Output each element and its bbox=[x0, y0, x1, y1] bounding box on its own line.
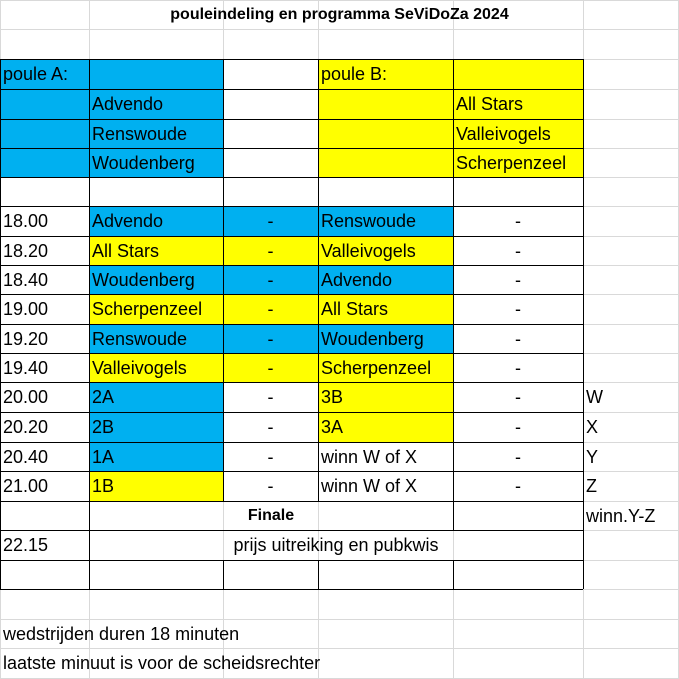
gridline bbox=[0, 29, 679, 30]
finale-code[interactable]: winn.Y-Z bbox=[586, 505, 656, 526]
cell-border bbox=[89, 501, 90, 530]
match-code[interactable]: Z bbox=[586, 476, 597, 496]
match-time[interactable]: 20.20 bbox=[3, 417, 49, 437]
match-time[interactable]: 20.00 bbox=[3, 387, 49, 407]
cell-border bbox=[0, 89, 583, 90]
poule-a-marker[interactable] bbox=[0, 89, 89, 119]
cell-border bbox=[0, 353, 583, 354]
poule-a-header-fill[interactable] bbox=[89, 59, 223, 89]
match-score[interactable]: - bbox=[515, 387, 521, 407]
match-home-team[interactable]: 1A bbox=[89, 442, 223, 471]
page-title[interactable]: pouleindeling en programma SeViDoZa 2024 bbox=[170, 5, 509, 23]
match-score[interactable]: - bbox=[515, 211, 521, 231]
match-home-team[interactable]: Woudenberg bbox=[89, 265, 223, 294]
cell-border bbox=[89, 530, 90, 560]
match-score[interactable]: - bbox=[515, 299, 521, 319]
match-home-team[interactable]: Scherpenzeel bbox=[89, 294, 223, 324]
match-time[interactable]: 18.00 bbox=[3, 211, 49, 231]
match-time[interactable]: 18.20 bbox=[3, 240, 49, 261]
ceremony-text[interactable]: prijs uitreiking en pubkwis bbox=[233, 535, 439, 555]
match-away-team[interactable]: Woudenberg bbox=[318, 324, 453, 353]
match-away-team[interactable]: winn W of X bbox=[321, 446, 418, 467]
match-separator[interactable]: - bbox=[267, 446, 274, 467]
match-score[interactable]: - bbox=[515, 269, 521, 290]
match-time[interactable]: 20.40 bbox=[3, 446, 49, 467]
cell-border bbox=[453, 501, 454, 530]
cell-border bbox=[583, 59, 584, 589]
cell-border bbox=[0, 324, 583, 325]
match-away-team[interactable]: 3B bbox=[318, 382, 453, 412]
poule-a-team[interactable]: Renswoude bbox=[89, 119, 223, 148]
finale-label[interactable]: Finale bbox=[247, 506, 295, 524]
poule-b-marker[interactable] bbox=[318, 89, 453, 119]
cell-border bbox=[0, 294, 583, 295]
poule-b-marker[interactable] bbox=[318, 148, 453, 177]
match-separator[interactable]: - bbox=[223, 265, 318, 294]
poule-b-header-fill[interactable] bbox=[453, 59, 583, 89]
match-time[interactable]: 19.20 bbox=[3, 328, 49, 349]
match-separator[interactable]: - bbox=[223, 324, 318, 353]
match-home-team[interactable]: 2A bbox=[89, 382, 223, 412]
match-home-team[interactable]: Valleivogels bbox=[89, 353, 223, 382]
match-separator[interactable]: - bbox=[267, 417, 274, 437]
cell-border bbox=[223, 59, 224, 501]
match-code[interactable]: W bbox=[586, 387, 603, 407]
match-separator[interactable]: - bbox=[267, 387, 274, 407]
cell-border bbox=[223, 560, 224, 589]
cell-border bbox=[0, 236, 583, 237]
cell-border bbox=[318, 59, 319, 501]
match-home-team[interactable]: All Stars bbox=[89, 236, 223, 265]
cell-border bbox=[0, 59, 583, 60]
poule-b-team[interactable]: Valleivogels bbox=[453, 119, 583, 148]
match-time[interactable]: 19.00 bbox=[3, 299, 49, 319]
poule-a-label[interactable]: poule A: bbox=[0, 59, 89, 89]
cell-border bbox=[453, 59, 454, 501]
ceremony-time[interactable]: 22.15 bbox=[3, 535, 49, 555]
cell-border bbox=[0, 148, 583, 149]
match-score[interactable]: - bbox=[515, 417, 521, 437]
cell-border bbox=[0, 382, 583, 383]
cell-border bbox=[0, 265, 583, 266]
poule-b-team[interactable]: Scherpenzeel bbox=[453, 148, 583, 177]
cell-border bbox=[0, 442, 583, 443]
cell-border bbox=[0, 530, 583, 531]
match-time[interactable]: 19.40 bbox=[3, 357, 49, 378]
cell-border bbox=[0, 589, 583, 590]
match-away-team[interactable]: Renswoude bbox=[318, 206, 453, 236]
match-away-team[interactable]: Advendo bbox=[318, 265, 453, 294]
match-score[interactable]: - bbox=[515, 240, 521, 261]
cell-border bbox=[0, 412, 583, 413]
cell-border bbox=[0, 560, 583, 561]
match-time[interactable]: 21.00 bbox=[3, 476, 49, 496]
match-away-team[interactable]: All Stars bbox=[318, 294, 453, 324]
match-score[interactable]: - bbox=[515, 328, 521, 349]
poule-b-marker[interactable] bbox=[318, 119, 453, 148]
match-code[interactable]: X bbox=[586, 417, 599, 437]
cell-border bbox=[89, 59, 90, 501]
cell-border bbox=[0, 206, 583, 207]
match-separator[interactable]: - bbox=[267, 476, 274, 496]
match-home-team[interactable]: Advendo bbox=[89, 206, 223, 236]
cell-border bbox=[453, 560, 454, 589]
cell-border bbox=[0, 59, 1, 589]
match-away-team[interactable]: winn W of X bbox=[321, 476, 418, 496]
poule-a-team[interactable]: Advendo bbox=[89, 89, 223, 119]
match-score[interactable]: - bbox=[515, 357, 521, 378]
cell-border bbox=[89, 560, 90, 589]
cell-border bbox=[0, 119, 583, 120]
poule-a-marker[interactable] bbox=[0, 119, 89, 148]
match-away-team[interactable]: Valleivogels bbox=[318, 236, 453, 265]
poule-b-label[interactable]: poule B: bbox=[318, 59, 453, 89]
match-away-team[interactable]: 3A bbox=[318, 412, 453, 442]
match-separator[interactable]: - bbox=[223, 353, 318, 382]
match-score[interactable]: - bbox=[515, 446, 521, 467]
match-home-team[interactable]: 1B bbox=[89, 471, 223, 501]
match-code[interactable]: Y bbox=[586, 446, 599, 467]
poule-a-team[interactable]: Woudenberg bbox=[89, 148, 223, 177]
note-referee[interactable]: laatste minuut is voor de scheidsrechter bbox=[3, 653, 321, 673]
match-separator[interactable]: - bbox=[223, 206, 318, 236]
note-duration[interactable]: wedstrijden duren 18 minuten bbox=[3, 623, 240, 644]
match-home-team[interactable]: Renswoude bbox=[89, 324, 223, 353]
match-separator[interactable]: - bbox=[223, 294, 318, 324]
match-separator[interactable]: - bbox=[223, 236, 318, 265]
match-time[interactable]: 18.40 bbox=[3, 269, 49, 290]
cell-border bbox=[0, 471, 583, 472]
cell-border bbox=[0, 177, 583, 178]
match-home-team[interactable]: 2B bbox=[89, 412, 223, 442]
match-score[interactable]: - bbox=[515, 476, 521, 496]
cell-border bbox=[0, 501, 583, 502]
poule-b-team[interactable]: All Stars bbox=[453, 89, 583, 119]
match-away-team[interactable]: Scherpenzeel bbox=[318, 353, 453, 382]
cell-border bbox=[318, 560, 319, 589]
poule-a-marker[interactable] bbox=[0, 148, 89, 177]
